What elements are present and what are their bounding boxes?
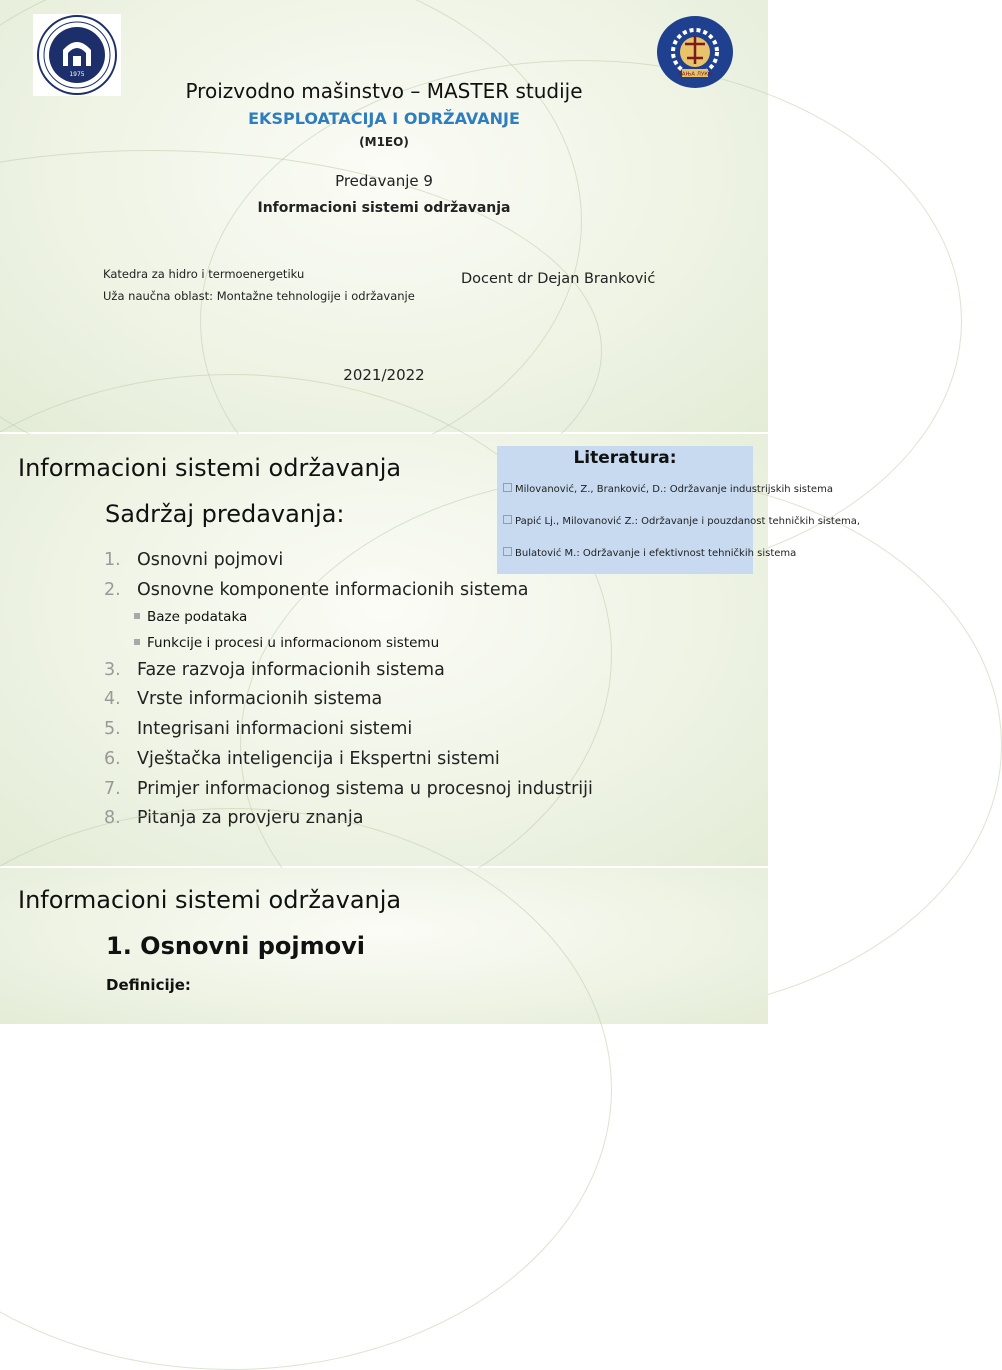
toc-item: 7. Primjer informacionog sistema u procesnoj industriji — [104, 779, 593, 799]
department-label: Katedra za hidro i termoenergetiku — [103, 267, 305, 281]
toc-item: 2. Osnovne komponente informacionih sistema — [104, 580, 529, 600]
literature-title: Literatura: — [573, 448, 677, 468]
toc-item: 4. Vrste informacionih sistema — [104, 689, 383, 709]
lecturer-name: Docent dr Dejan Branković — [461, 271, 656, 287]
toc-item: 8. Pitanja za provjeru znanja — [104, 808, 364, 828]
lecture-topic: Informacioni sistemi održavanja — [257, 200, 511, 216]
toc-item: 6. Vještačka inteligencija i Ekspertni sistemi — [104, 749, 500, 769]
academic-year: 2021/2022 — [343, 366, 425, 384]
toc-item: 1. Osnovni pojmovi — [104, 550, 284, 570]
scientific-area-label: Uža naučna oblast: Montažne tehnologije i održavanje — [103, 289, 415, 303]
section-heading: 1. Osnovni pojmovi — [106, 932, 366, 960]
literature-box — [497, 446, 861, 574]
literature-item: Milovanović, Z., Branković, D.: Održavanje industrijskih sistema — [503, 483, 747, 495]
checkbox-bullet-icon — [503, 547, 512, 556]
definitions-heading: Definicije: — [106, 976, 191, 994]
toc-item: 5. Integrisani informacioni sistemi — [104, 719, 413, 739]
svg-text:1975: 1975 — [69, 71, 85, 78]
literature-item: Papić Lj., Milovanović Z.: Održavanje i pouzdanost tehničkih sistema, — [503, 515, 747, 527]
checkbox-bullet-icon — [503, 515, 512, 524]
checkbox-bullet-icon — [503, 483, 512, 492]
literature-item: Bulatović M.: Održavanje i efektivnost tehničkih sistema — [503, 547, 747, 559]
slide-heading: Informacioni sistemi održavanja — [18, 454, 402, 482]
svg-text:БАЊА ЛУКА: БАЊА ЛУКА — [678, 71, 712, 78]
toc-subitem: Funkcije i procesi u informacionom sistemu — [134, 635, 439, 651]
contents-slide — [0, 434, 861, 866]
contents-heading: Sadržaj predavanja: — [105, 500, 345, 528]
course-program-title: Proizvodno mašinstvo – MASTER studije — [185, 79, 583, 103]
square-bullet-icon — [134, 613, 140, 619]
title-slide — [0, 0, 768, 432]
toc-item: 3. Faze razvoja informacionih sistema — [104, 660, 445, 680]
course-name: EKSPLOATACIJA I ODRŽAVANJE — [248, 109, 520, 128]
course-code: (M1EO) — [359, 135, 409, 149]
lecture-number: Predavanje 9 — [335, 172, 433, 190]
slide-heading: Informacioni sistemi održavanja — [18, 886, 402, 914]
square-bullet-icon — [134, 639, 140, 645]
toc-subitem: Baze podataka — [134, 609, 247, 625]
basic-concepts-slide — [0, 868, 768, 1024]
